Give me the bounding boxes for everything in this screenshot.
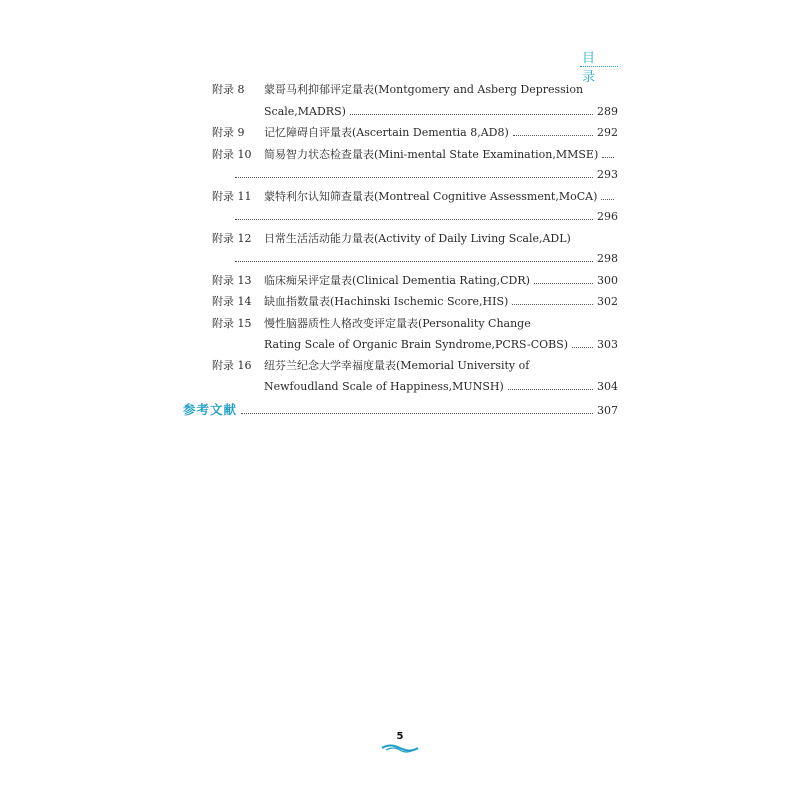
toc-entry-label: 附录 13 <box>212 274 252 287</box>
toc-entry-label: 附录 14 <box>212 295 252 308</box>
toc-entry-references[interactable] <box>183 400 618 420</box>
toc-entry-title-cont: Scale,MADRS) <box>264 105 346 118</box>
toc-entry-title-cont: Newfoudland Scale of Happiness,MUNSH) <box>264 380 504 393</box>
toc-entry-appendix-8[interactable] <box>212 81 618 99</box>
toc-entry-appendix-15-cont[interactable] <box>264 336 618 354</box>
dot-leader <box>534 272 593 284</box>
dot-leader <box>508 378 593 390</box>
toc-entry-label: 附录 8 <box>212 83 245 96</box>
dot-leader <box>235 208 593 220</box>
toc-entry-label: 附录 12 <box>212 232 252 245</box>
toc-entry-page: 296 <box>597 210 618 223</box>
dot-leader <box>572 336 593 348</box>
references-heading: 参考文献 <box>183 402 238 417</box>
toc-entry-page: 300 <box>597 274 618 287</box>
section-title: 目 录 <box>582 51 600 85</box>
toc-entry-title: 缺血指数量表(Hachinski Ischemic Score,HIS) <box>264 295 509 308</box>
toc-entry-page: 303 <box>597 338 618 351</box>
dot-leader <box>235 166 593 178</box>
toc-entry-label: 附录 15 <box>212 317 252 330</box>
dot-leader <box>513 124 593 136</box>
dot-leader <box>350 103 593 115</box>
toc-entry-appendix-16[interactable] <box>212 357 618 375</box>
toc-entry-appendix-15[interactable] <box>212 315 618 333</box>
toc-entry-title: 日常生活活动能力量表(Activity of Daily Living Scale,ADL) <box>264 232 571 245</box>
toc-entry-appendix-16-cont[interactable] <box>264 378 618 396</box>
dot-leader <box>241 401 593 414</box>
toc-entry-appendix-10-cont[interactable] <box>235 166 618 184</box>
toc-entry-page: 302 <box>597 295 618 308</box>
toc-entry-page: 298 <box>597 252 618 265</box>
toc-entry-label: 附录 11 <box>212 190 252 203</box>
dot-leader <box>602 146 614 158</box>
toc-entry-page: 293 <box>597 168 618 181</box>
toc-entry-appendix-10[interactable] <box>212 146 618 164</box>
toc-entry-label: 附录 10 <box>212 148 252 161</box>
toc-entry-appendix-11-cont[interactable] <box>235 208 618 226</box>
toc-entry-title-cont: Rating Scale of Organic Brain Syndrome,PCRS-COBS) <box>264 338 569 351</box>
dot-leader <box>235 250 593 262</box>
toc-entry-label: 附录 9 <box>212 126 245 139</box>
toc-entry-page: 289 <box>597 105 618 118</box>
toc-entry-title: 纽芬兰纪念大学幸福度量表(Memorial University of <box>264 359 530 372</box>
toc-entry-page: 304 <box>597 380 618 393</box>
toc-entry-title: 慢性脑器质性人格改变评定量表(Personality Change <box>264 317 531 330</box>
dot-leader <box>512 293 593 305</box>
wave-ornament-icon <box>380 742 420 754</box>
toc-entry-page: 307 <box>597 404 618 417</box>
toc-entry-appendix-13[interactable] <box>212 272 618 290</box>
toc-entry-appendix-9[interactable] <box>212 124 618 142</box>
toc-entry-title: 简易智力状态检查量表(Mini-mental State Examination,MMSE) <box>264 148 599 161</box>
toc-entry-title: 记忆障碍自评量表(Ascertain Dementia 8,AD8) <box>264 126 509 139</box>
toc-entry-appendix-12-cont[interactable] <box>235 250 618 268</box>
toc-entry-appendix-11[interactable] <box>212 188 618 206</box>
toc-entry-page: 292 <box>597 126 618 139</box>
page-number: 5 <box>396 731 404 742</box>
toc-entry-appendix-8-cont[interactable] <box>264 103 618 121</box>
toc-entry-appendix-12[interactable] <box>212 230 618 248</box>
toc-entry-title: 蒙特利尔认知筛查量表(Montreal Cognitive Assessment,MoCA) <box>264 190 598 203</box>
toc-entry-label: 附录 16 <box>212 359 252 372</box>
toc-entry-appendix-14[interactable] <box>212 293 618 311</box>
toc-entry-title: 临床痴呆评定量表(Clinical Dementia Rating,CDR) <box>264 274 530 287</box>
dot-leader <box>601 188 614 200</box>
toc-entry-title: 蒙哥马利抑郁评定量表(Montgomery and Asberg Depression <box>264 83 584 96</box>
